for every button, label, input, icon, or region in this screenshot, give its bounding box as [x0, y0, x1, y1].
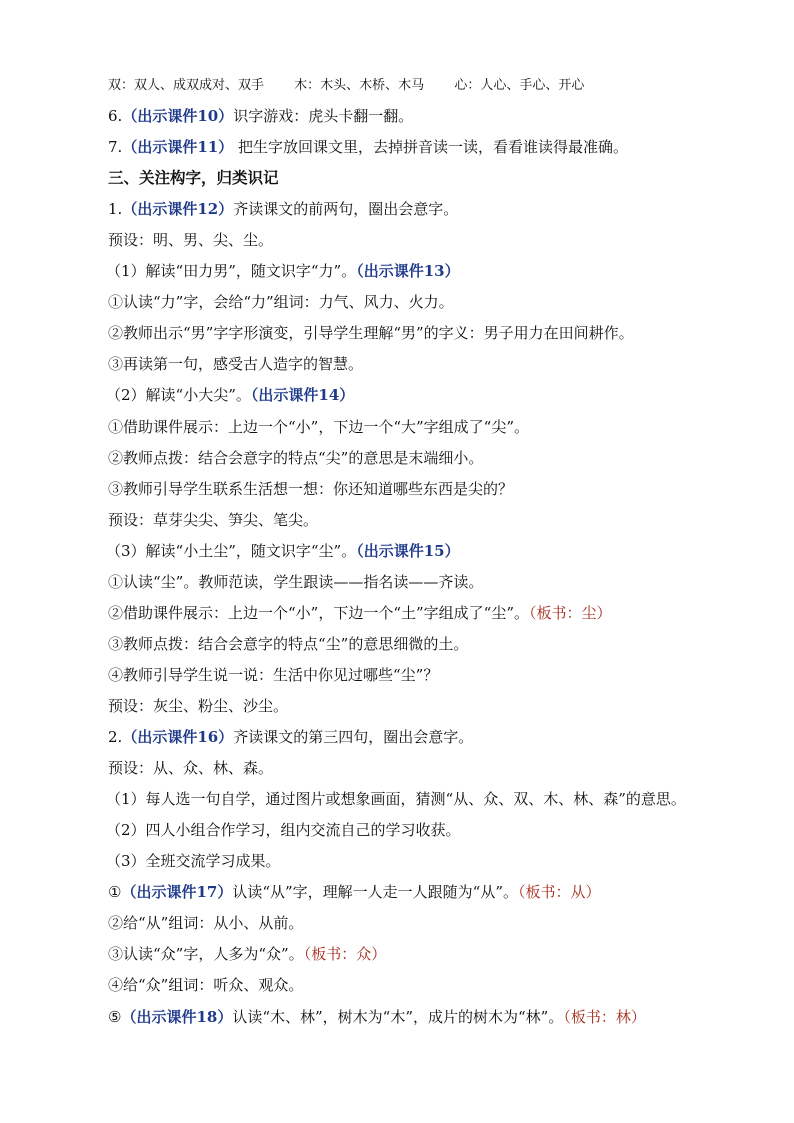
item-line: ③教师点拨：结合会意字的特点“尘”的意思细微的土。 [108, 635, 469, 653]
courseware-tag: （出示课件17） [121, 883, 233, 901]
item-text: 认读“木、林”，树木为“木”，成片的树木为“林”。 [232, 1008, 564, 1026]
courseware-tag: （出示课件11） [122, 138, 234, 156]
step-text: 齐读课文的第三四句，圈出会意字。 [233, 728, 474, 746]
item-number: ① [108, 883, 122, 901]
sub-step-text: （1）每人选一句自学，通过图片或想象画面，猜测“从、众、双、木、林、森”的意思。 [106, 790, 686, 808]
sub-step-text: （3）全班交流学习成果。 [106, 852, 281, 870]
item-line: ②教师点拨：结合会意字的特点“尖”的意思是末端细小。 [108, 449, 484, 467]
courseware-tag: （出示课件14） [250, 386, 355, 404]
item-line: ③教师引导学生联系生活想一想：你还知道哪些东西是尖的？ [108, 480, 514, 498]
step-text: 识字游戏：虎头卡翻一翻。 [233, 107, 414, 125]
courseware-tag: （出示课件18） [121, 1008, 233, 1026]
item-line: ②教师出示“男”字字形演变，引导学生理解“男”的字义：男子用力在田间耕作。 [108, 324, 634, 342]
word-group-mu: 木：木头、木桥、木马 [294, 78, 425, 93]
step-text: 把生字放回课文里，去掉拼音读一读，看看谁读得最准确。 [233, 138, 628, 156]
word-group-shuang: 双：双人、成双成对、双手 [108, 78, 265, 93]
section-heading: 三、关注构字，归类识记 [108, 168, 279, 187]
item-line: ①认读“力”字，会给“力”组词：力气、风力、火力。 [108, 293, 454, 311]
sub-step-text: （2）四人小组合作学习，组内交流自己的学习收获。 [106, 821, 461, 839]
item-line: ①认读“尘”。教师范读，学生跟读——指名读——齐读。 [108, 573, 484, 591]
preset-line: 预设：明、男、尖、尘。 [108, 231, 274, 249]
item-line [108, 944, 386, 964]
preset-line: 预设：从、众、林、森。 [108, 759, 274, 777]
item-number: ⑤ [108, 1008, 122, 1026]
preset-line: 预设：灰尘、粉尘、沙尘。 [108, 697, 289, 715]
step-6 [108, 106, 413, 126]
word-group-xin: 心：人心、手心、开心 [454, 78, 585, 93]
courseware-tag: （出示课件15） [356, 542, 460, 560]
courseware-tag: （出示课件13） [356, 262, 460, 280]
step-7 [108, 137, 628, 157]
step-number: 6. [108, 107, 123, 125]
sub-step-3 [106, 541, 460, 561]
item-line: ④给“众”组词：听众、观众。 [108, 976, 304, 994]
item-line [108, 882, 601, 902]
board-note: （板书：从） [518, 883, 601, 901]
item-line: ③再读第一句，感受古人造字的智慧。 [108, 355, 364, 373]
item-line [108, 603, 612, 623]
preset-line: 预设：草芽尖尖、笋尖、笔尖。 [108, 511, 319, 529]
sub-step-text: （1）解读“田力男”，随文识字“力”。 [106, 262, 357, 280]
sub-step-text: （2）解读“小大尖”。 [106, 386, 251, 404]
courseware-tag: （出示课件16） [122, 728, 234, 746]
board-note: （板书：林） [563, 1008, 646, 1026]
step-number: 1. [108, 200, 123, 218]
item-line: ①借助课件展示：上边一个“小”，下边一个“大”字组成了“尖”。 [108, 418, 530, 436]
item-text: ③认读“众”字，人多为“众”。 [108, 945, 304, 963]
step-text: 齐读课文的前两句，圈出会意字。 [233, 200, 459, 218]
item-text: 认读“从”字，理解一人走一人跟随为“从”。 [232, 883, 519, 901]
item-line: ②给“从”组词：从小、从前。 [108, 914, 304, 932]
step-number: 2. [108, 728, 123, 746]
step-number: 7. [108, 138, 123, 156]
courseware-tag: （出示课件12） [122, 200, 234, 218]
sub-step-1 [106, 261, 460, 281]
sub-step-2 [106, 385, 354, 405]
board-note: （板书：尘） [529, 604, 612, 622]
step-2 [108, 727, 473, 747]
sub-step-text: （3）解读“小土尘”，随文识字“尘”。 [106, 542, 357, 560]
courseware-tag: （出示课件10） [122, 107, 234, 125]
step-1 [108, 199, 458, 219]
item-line [108, 1007, 646, 1027]
line-word-groups [108, 76, 584, 96]
item-line: ④教师引导学生说一说：生活中你见过哪些“尘”？ [108, 666, 439, 684]
board-note: （板书：众） [303, 945, 387, 963]
item-text: ②借助课件展示：上边一个“小”，下边一个“土”字组成了“尘”。 [108, 604, 530, 622]
